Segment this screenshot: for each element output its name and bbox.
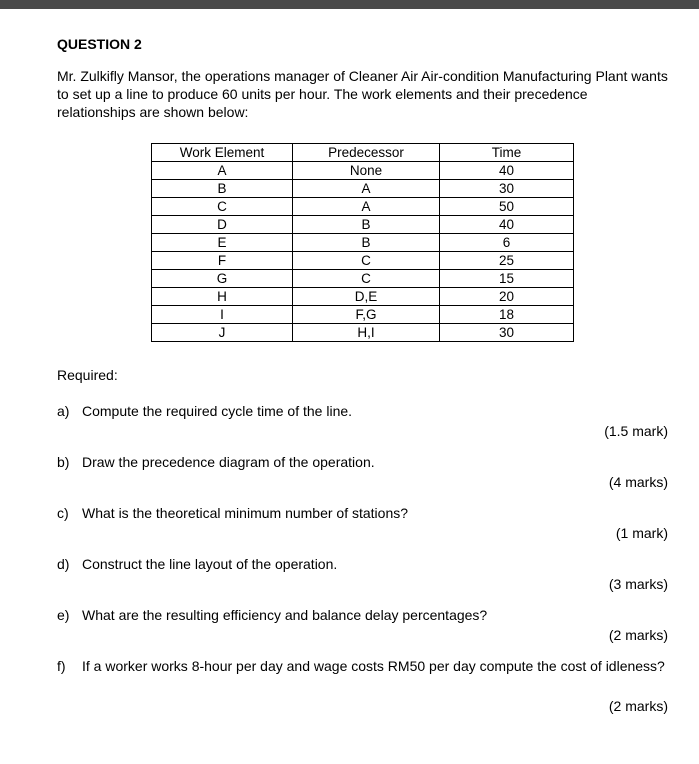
question-letter: a) xyxy=(57,403,70,419)
question-text: Construct the line layout of the operation. xyxy=(82,556,338,572)
question-text: Draw the precedence diagram of the operation. xyxy=(82,454,375,470)
question-text: If a worker works 8-hour per day and wage costs RM50 per day compute the cost of idleness? xyxy=(82,658,665,674)
question-row xyxy=(57,657,668,675)
question-row xyxy=(57,453,668,471)
table-row xyxy=(152,270,574,288)
cell-element: E xyxy=(152,234,293,252)
question-row xyxy=(57,555,668,573)
table-row xyxy=(152,306,574,324)
cell-element: D xyxy=(152,216,293,234)
marks-label: (1 mark) xyxy=(615,525,668,541)
cell-element: G xyxy=(152,270,293,288)
cell-time: 40 xyxy=(440,162,574,180)
marks-label: (3 marks) xyxy=(608,576,668,592)
cell-predecessor: B xyxy=(293,216,440,234)
marks-label: (2 marks) xyxy=(608,698,668,714)
question-item-f xyxy=(57,657,668,715)
cell-predecessor: A xyxy=(293,180,440,198)
top-bar xyxy=(0,0,699,9)
cell-element: J xyxy=(152,324,293,342)
marks-label: (2 marks) xyxy=(608,627,668,643)
header-predecessor: Predecessor xyxy=(293,144,440,162)
question-item-a xyxy=(57,402,668,440)
table-body xyxy=(152,162,574,342)
cell-time: 25 xyxy=(440,252,574,270)
cell-predecessor: C xyxy=(293,252,440,270)
table-row xyxy=(152,252,574,270)
header-work-element: Work Element xyxy=(152,144,293,162)
cell-time: 30 xyxy=(440,324,574,342)
question-item-e xyxy=(57,606,668,644)
table-row xyxy=(152,234,574,252)
table-row xyxy=(152,216,574,234)
cell-element: I xyxy=(152,306,293,324)
question-row xyxy=(57,402,668,420)
cell-time: 6 xyxy=(440,234,574,252)
question-letter: c) xyxy=(57,505,69,521)
header-time: Time xyxy=(440,144,574,162)
cell-time: 40 xyxy=(440,216,574,234)
question-item-c xyxy=(57,504,668,542)
question-letter: e) xyxy=(57,607,70,623)
marks-label: (1.5 mark) xyxy=(604,423,668,439)
cell-predecessor: C xyxy=(293,270,440,288)
intro-paragraph: Mr. Zulkifly Mansor, the operations manager of Cleaner Air Air-condition Manufacturing Plant wants to set up a line to produce 60 units per hour. The work elements and their precedence relationships are shown below: xyxy=(57,68,668,120)
question-letter: b) xyxy=(57,454,70,470)
question-text: What are the resulting efficiency and balance delay percentages? xyxy=(82,607,488,623)
cell-time: 18 xyxy=(440,306,574,324)
precedence-table xyxy=(151,143,574,342)
table-header-row xyxy=(152,144,574,162)
cell-element: C xyxy=(152,198,293,216)
cell-element: H xyxy=(152,288,293,306)
table-head xyxy=(152,144,574,162)
table-row xyxy=(152,180,574,198)
cell-time: 50 xyxy=(440,198,574,216)
question-text: Compute the required cycle time of the line. xyxy=(82,403,353,419)
cell-element: F xyxy=(152,252,293,270)
question-row xyxy=(57,606,668,624)
cell-time: 30 xyxy=(440,180,574,198)
table-row xyxy=(152,288,574,306)
cell-predecessor: D,E xyxy=(293,288,440,306)
question-text: What is the theoretical minimum number of stations? xyxy=(82,505,409,521)
table-row xyxy=(152,162,574,180)
cell-element: A xyxy=(152,162,293,180)
required-label: Required: xyxy=(57,367,118,383)
cell-element: B xyxy=(152,180,293,198)
table-row xyxy=(152,324,574,342)
cell-predecessor: H,I xyxy=(293,324,440,342)
question-content xyxy=(0,9,699,748)
question-letter: f) xyxy=(57,658,66,674)
cell-predecessor: B xyxy=(293,234,440,252)
question-header: QUESTION 2 xyxy=(57,36,142,52)
cell-predecessor: F,G xyxy=(293,306,440,324)
question-letter: d) xyxy=(57,556,70,572)
marks-label: (4 marks) xyxy=(608,474,668,490)
question-item-d xyxy=(57,555,668,593)
cell-predecessor: A xyxy=(293,198,440,216)
table-row xyxy=(152,198,574,216)
cell-predecessor: None xyxy=(293,162,440,180)
question-row xyxy=(57,504,668,522)
cell-time: 20 xyxy=(440,288,574,306)
cell-time: 15 xyxy=(440,270,574,288)
question-item-b xyxy=(57,453,668,491)
